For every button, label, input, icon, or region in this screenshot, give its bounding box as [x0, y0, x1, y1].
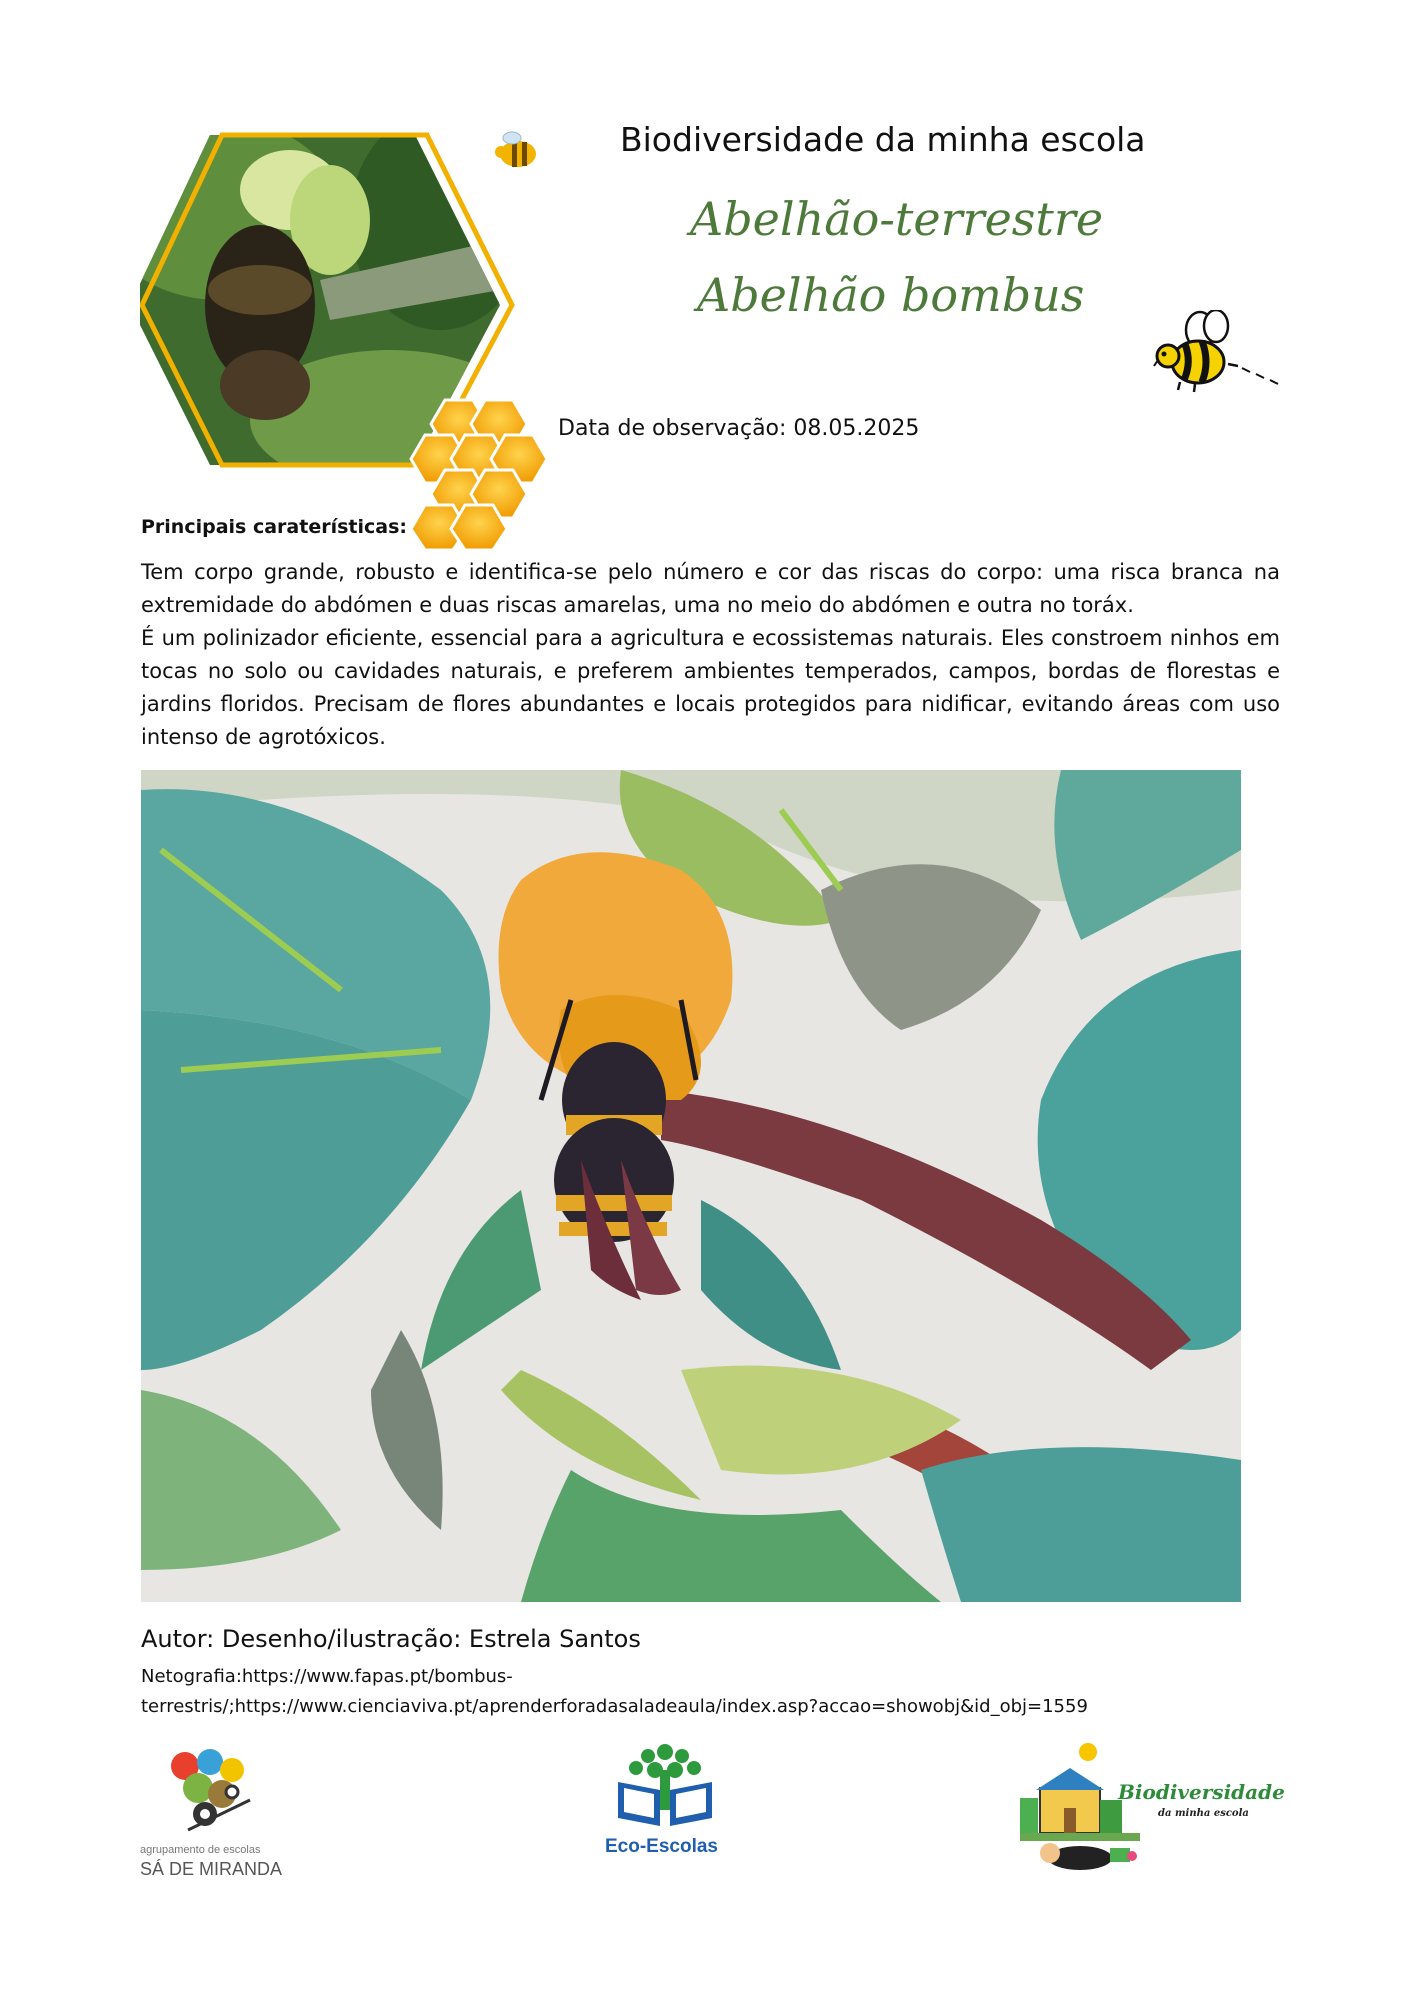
page-title: Biodiversidade da minha escola: [620, 120, 1146, 159]
bee-photo-hexagon: [140, 130, 550, 550]
netography-line-1: Netografia:https://www.fapas.pt/bombus-: [141, 1666, 513, 1687]
school-logo-mark: [150, 1748, 280, 1838]
eco-escolas-mark: [610, 1740, 720, 1830]
netography: [141, 1662, 1291, 1722]
bee-drawing-illustration: [141, 770, 1241, 1602]
cartoon-bee-icon: [1150, 310, 1280, 400]
characteristics-text: [141, 556, 1280, 754]
characteristics-heading: Principais caraterísticas:: [141, 516, 407, 538]
eco-escolas-label: Eco-Escolas: [605, 1836, 718, 1857]
observation-date: Data de observação: 08.05.2025: [558, 416, 920, 441]
school-logo-name: SÁ DE MIRANDA: [140, 1859, 283, 1879]
biodiversidade-logo-subtitle: da minha escola: [1158, 1808, 1249, 1819]
biodiversidade-logo: [1020, 1738, 1285, 1878]
species-common-name: Abelhão-terrestre: [690, 192, 1104, 246]
paragraph-1: Tem corpo grande, robusto e identifica-se pelo número e cor das riscas do corpo: uma risca branca na extremidade do abdómen e duas riscas amarelas, uma no meio do abdómen e outra no toráx.: [141, 560, 1280, 617]
species-second-name: Abelhão bombus: [697, 268, 1085, 322]
honeycomb-icon: [411, 400, 547, 550]
netography-line-2: terrestris/;https://www.cienciaviva.pt/aprenderforadasaladeaula/index.asp?accao=showobj&id_obj=1559: [141, 1696, 1088, 1717]
small-bee-icon: [492, 128, 540, 172]
eco-escolas-logo: [605, 1740, 725, 1870]
paragraph-2: É um polinizador eficiente, essencial para a agricultura e ecossistemas naturais. Eles constroem ninhos em tocas no solo ou cavidades naturais, e preferem ambientes temperados, campos, bordas de florestas e jardins floridos. Precisam de flores abundantes e locais protegidos para nidificar, evitando áreas com uso intenso de agrotóxicos.: [141, 626, 1280, 749]
author-credit: Autor: Desenho/ilustração: Estrela Santos: [141, 1625, 641, 1653]
school-logo-small-text: agrupamento de escolas: [140, 1844, 261, 1856]
school-logo: [140, 1748, 300, 1898]
biodiversidade-logo-title: Biodiversidade: [1118, 1780, 1285, 1804]
